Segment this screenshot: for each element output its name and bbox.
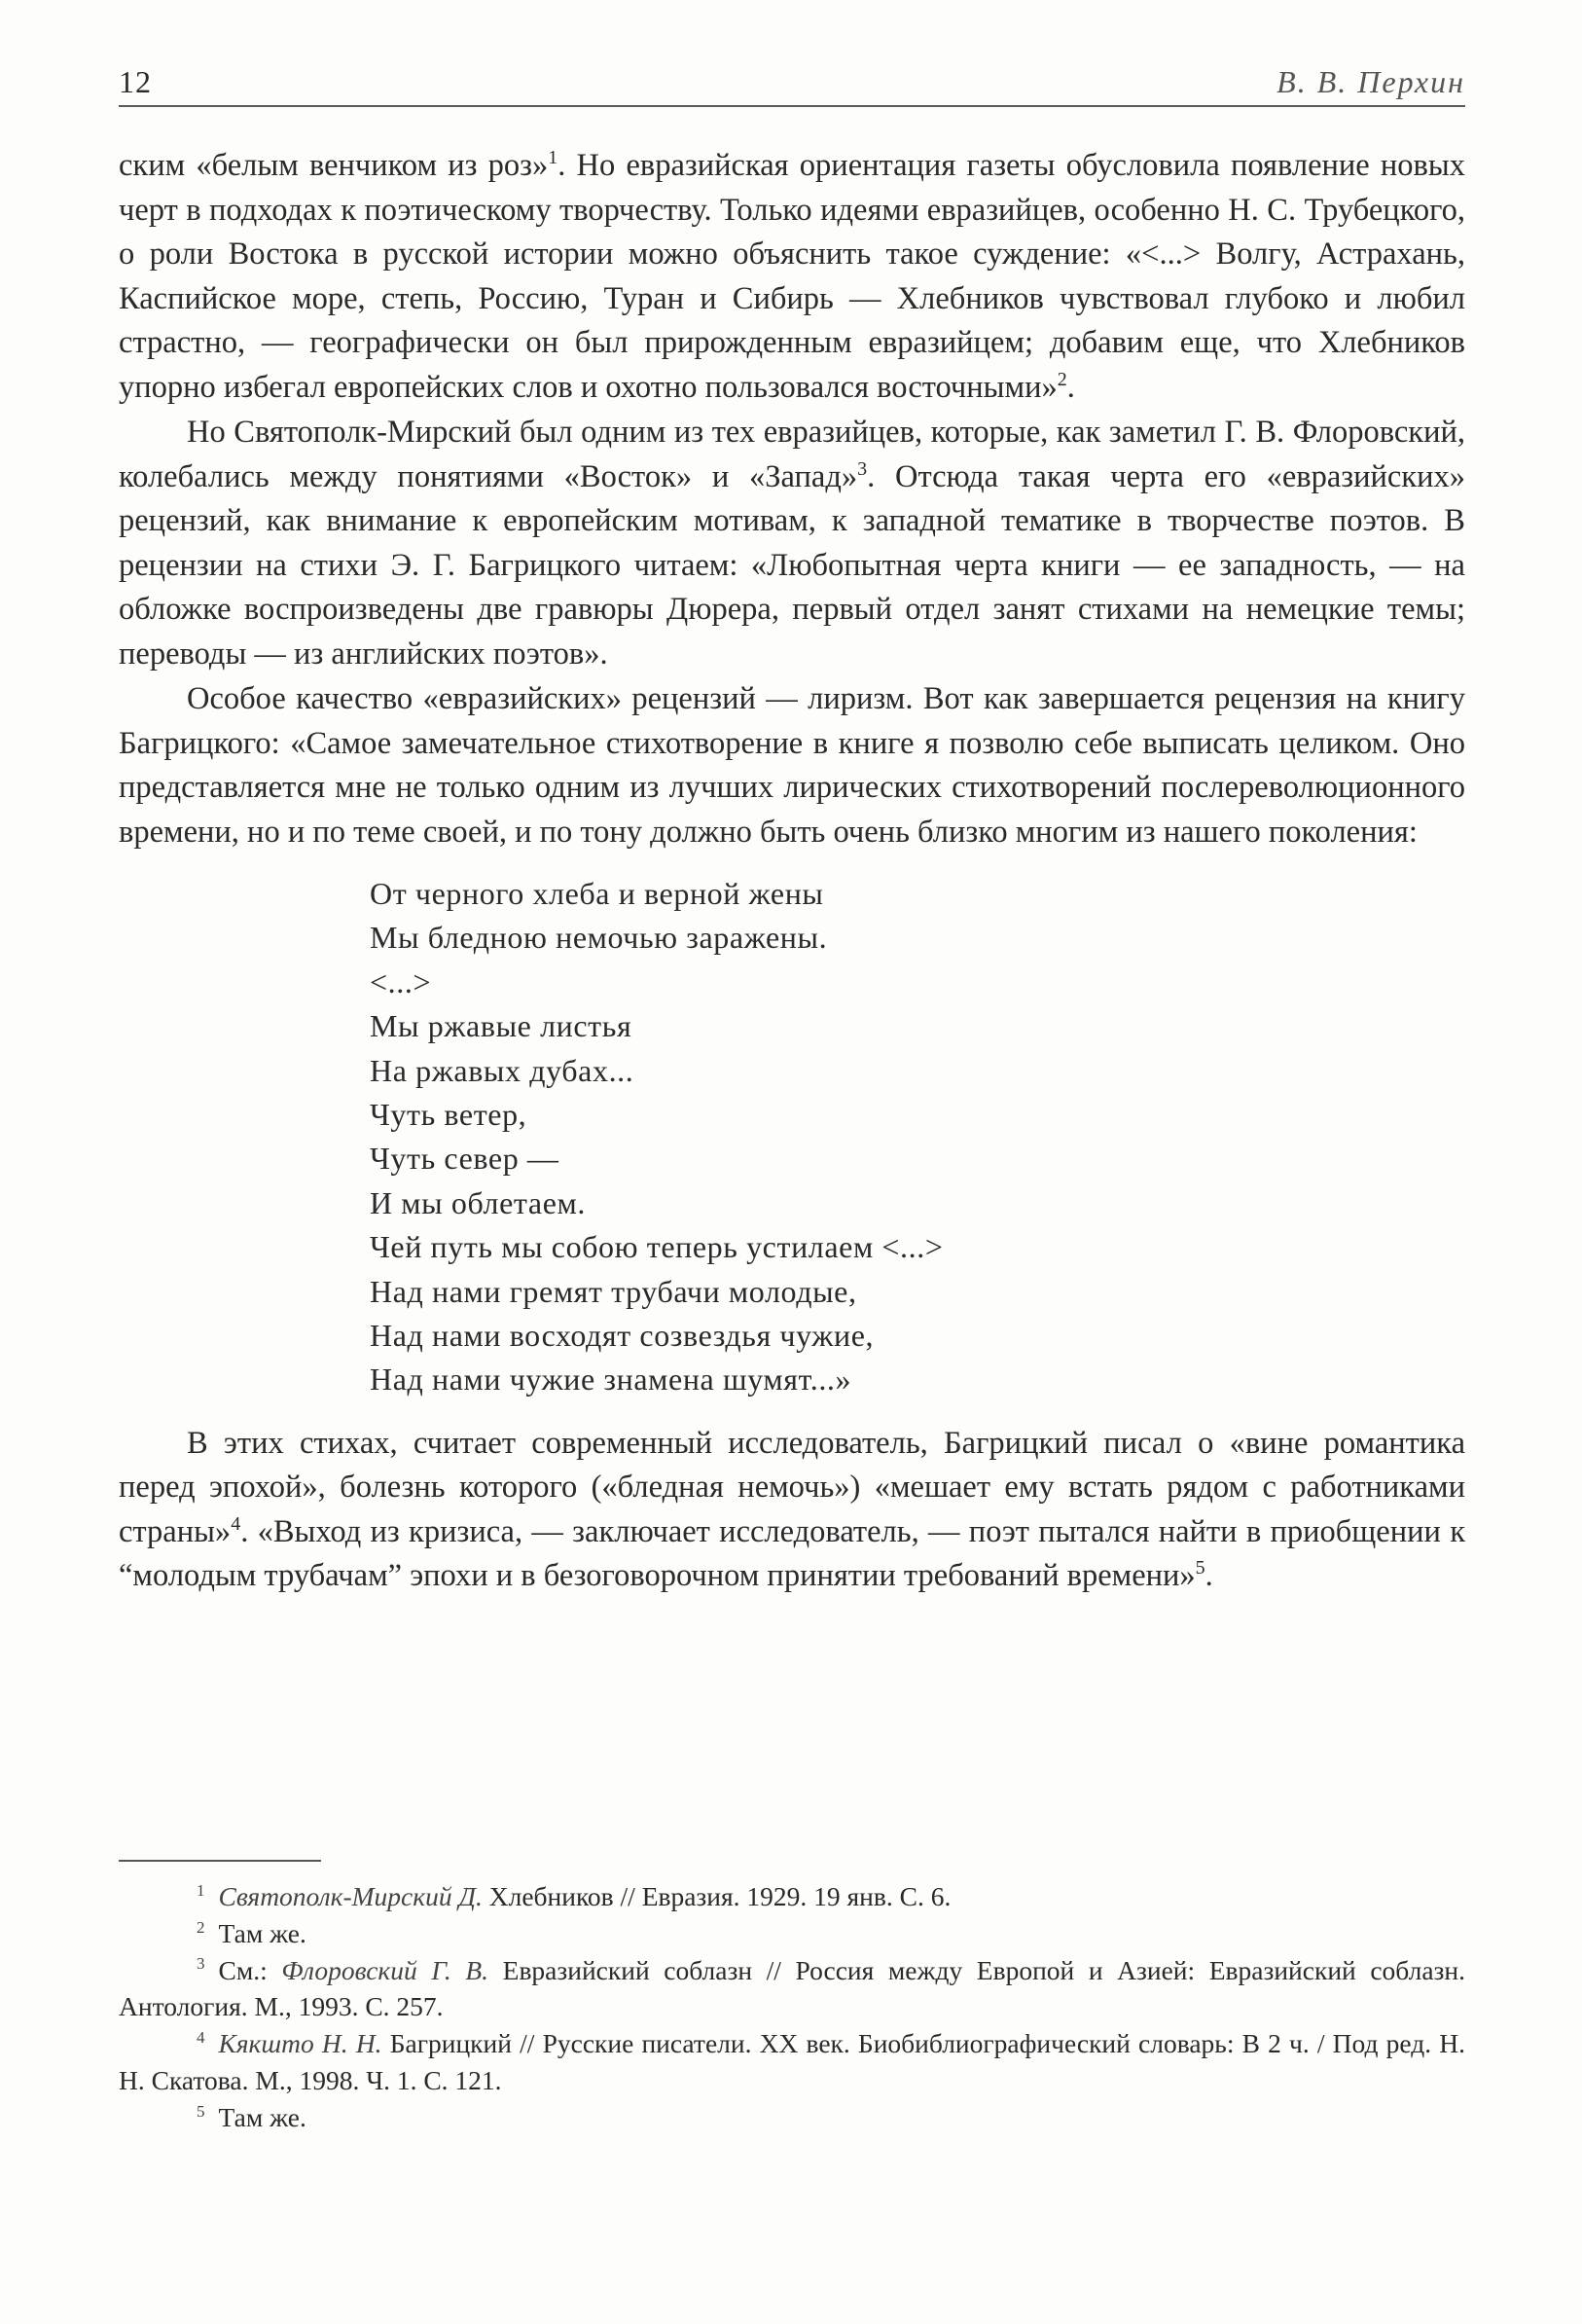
paragraph-4-text-b: . «Выход из кризиса, — заключает исследователь, — поэт пытался найти в приобщении к “молодым трубачам” эпохи и в безоговорочном принятии требований времени»	[119, 1513, 1465, 1594]
footnote-number: 5	[197, 2101, 205, 2121]
footnote-text: Хлебников // Евразия. 1929. 19 янв. С. 6.	[482, 1881, 952, 1911]
poem-line: Над нами чужие знамена шумят...»	[370, 1362, 852, 1398]
paragraph-4-text-a: В этих стихах, считает современный исследователь, Багрицкий писал о «вине романтика перед эпохой», болезнь которого («бледная немочь») «мешает ему встать рядом с работниками страны»	[119, 1425, 1465, 1549]
footnote-3	[119, 1952, 1465, 2026]
footnote-text: Там же.	[218, 2101, 306, 2132]
footnote-separator	[119, 1860, 321, 1862]
poem-line: От черного хлеба и верной жены	[370, 876, 824, 911]
page-number: 12	[119, 64, 152, 99]
poem-line: Чей путь мы собою теперь устилаем <...>	[370, 1229, 944, 1265]
poem-line: На ржавых дубах...	[370, 1052, 634, 1088]
footnote-author: Кякшто Н. Н.	[218, 2028, 382, 2059]
footnote-author: Флоровский Г. В.	[281, 1954, 489, 1985]
body-text	[119, 144, 1465, 1599]
footnote-4	[119, 2025, 1465, 2099]
running-title: В. В. Перхин	[1276, 64, 1465, 99]
poem-line: Мы бледною немочью заражены.	[370, 920, 828, 956]
footnote-2	[119, 1915, 1465, 1952]
paragraph-2-text-b: . Отсюда такая черта его «евразийских» рецензий, как внимание к европейским мотивам, к западной тематике в творчестве поэтов. В рецензии на стихи Э. Г. Багрицкого читаем: «Любопытная черта книги — ее западность, — на обложке воспроизведены две гравюры Дюрера, первый отдел занят стихами на немецкие темы; переводы — из английских поэтов».	[119, 458, 1465, 672]
footnote-prefix: См.:	[218, 1954, 282, 1985]
poem-line: Чуть ветер,	[370, 1097, 527, 1133]
footnote-text: Евразийский соблазн // Россия между Европой и Азией: Евразийский соблазн. Антология. М., 1993. С. 257.	[119, 1954, 1465, 2022]
poem-quote	[370, 872, 1465, 1402]
footnote-ref-1[interactable]: 1	[548, 147, 558, 169]
paragraph-1	[119, 144, 1465, 410]
footnote-author: Святополк-Мирский Д.	[218, 1881, 483, 1911]
paragraph-1-text-a: ским «белым венчиком из роз»	[119, 148, 549, 183]
poem-line: Над нами гремят трубачи молодые,	[370, 1273, 857, 1309]
poem-line: И мы облетаем.	[370, 1184, 586, 1220]
footnotes	[119, 1878, 1465, 2136]
poem-line: Над нами восходят созвездья чужие,	[370, 1318, 875, 1354]
footnote-text: Там же.	[218, 1917, 306, 1948]
footnote-5	[119, 2099, 1465, 2136]
paragraph-4	[119, 1422, 1465, 1599]
footnote-ref-4[interactable]: 4	[231, 1513, 241, 1536]
header-rule	[119, 105, 1465, 107]
paragraph-3: Особое качество «евразийских» рецензий — лиризм. Вот как завершается рецензия на книгу Багрицкого: «Самое замечательное стихотворение в книге я позволю себе выписать целиком. Оно представляется мне не только одним из лучших лирических стихотворений послереволюционного времени, но и по теме своей, и по тону должно быть очень близко многим из нашего поколения:	[119, 681, 1465, 850]
footnote-number: 4	[197, 2028, 205, 2048]
footnote-ref-5[interactable]: 5	[1195, 1557, 1205, 1580]
footnote-number: 3	[197, 1954, 205, 1974]
paragraph-1-text-c: .	[1066, 369, 1075, 405]
footnote-1	[119, 1878, 1465, 1915]
paragraph-2-text-a: Но Святополк-Мирский был одним из тех евразийцев, которые, как заметил Г. В. Флоровский, колебались между понятиями «Восток» и «Запад»	[119, 415, 1465, 494]
footnote-number: 1	[197, 1880, 205, 1900]
paragraph-1-text-b: . Но евразийская ориентация газеты обусловила появление новых черт в подходах к поэтическому творчеству. Только идеями евразийцев, особенно Н. С. Трубецкого, о роли Востока в русской истории можно объяснить такое суждение: «<...> Волгу, Астрахань, Каспийское море, степь, Россию, Туран и Сибирь — Хлебников чувствовал глубоко и любил страстно, — географически он был прирожденным евразийцем; добавим еще, что Хлебников упорно избегал европейских слов и охотно пользовался восточными»	[119, 148, 1465, 405]
poem-line: Чуть север —	[370, 1141, 559, 1177]
poem-line: Мы ржавые листья	[370, 1008, 632, 1044]
poem-line: <...>	[370, 963, 432, 999]
footnote-ref-3[interactable]: 3	[857, 457, 868, 480]
paragraph-2	[119, 411, 1465, 676]
running-head	[119, 64, 1465, 109]
footnote-number: 2	[197, 1917, 205, 1937]
footnote-text: Багрицкий // Русские писатели. XX век. Биобиблиографический словарь: В 2 ч. / Под ред. Н. Н. Скатова. М., 1998. Ч. 1. С. 121.	[119, 2028, 1465, 2095]
footnote-ref-2[interactable]: 2	[1057, 368, 1067, 390]
paragraph-4-text-c: .	[1204, 1558, 1213, 1594]
